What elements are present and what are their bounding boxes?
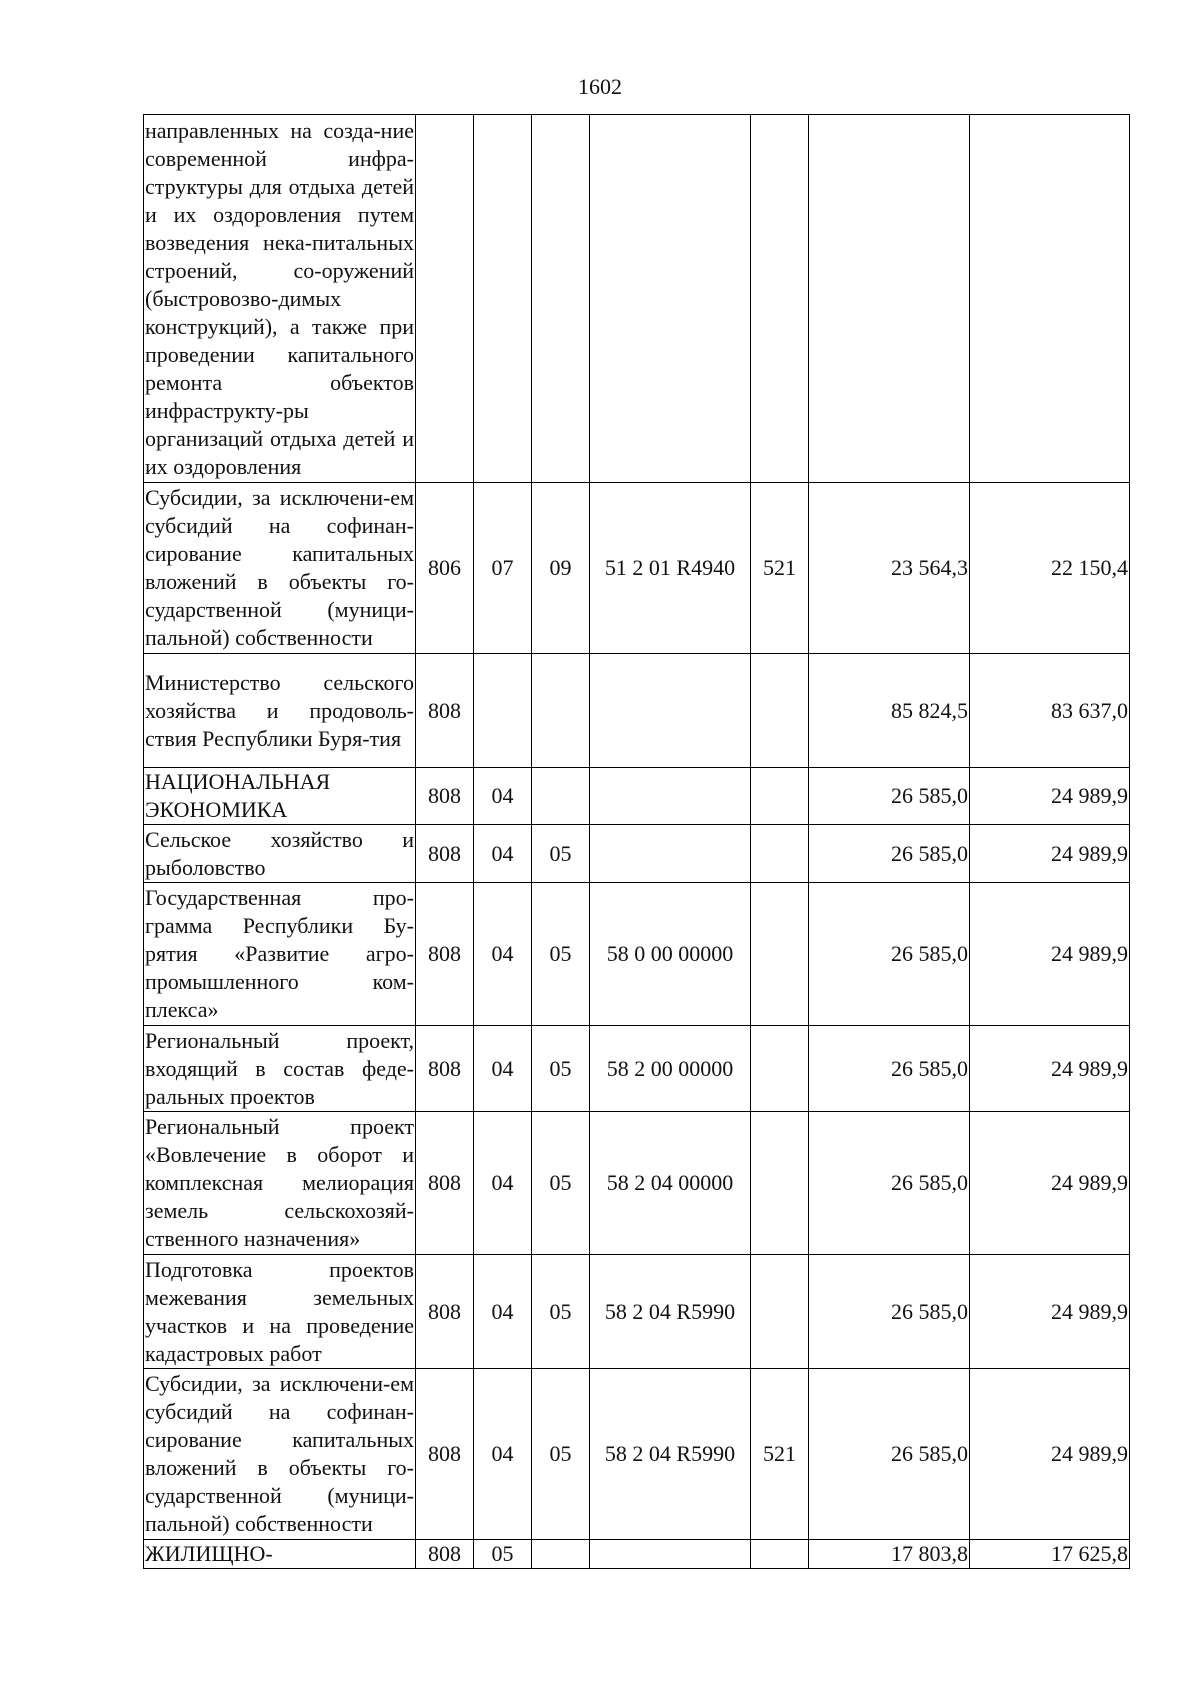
subsection-code: 05 [532,825,590,883]
table-row [144,883,1130,1026]
amount-1: 85 824,5 [809,654,970,768]
table-row [144,654,1130,768]
row-name: направленных на созда-ние современной инфра-структуры для отдыха детей и их оздоровления путем возведения нека-питальных строений, со-оружений (быстровозво-димых конструкций), а также при проведении капитального ремонта объектов инфраструкту-ры организаций отдыха детей и их оздоровления [144,115,416,483]
amount-2: 17 625,8 [970,1540,1130,1569]
row-name: Субсидии, за исключени-ем субсидий на софинан-сирование капитальных вложений в объекты го-сударственной (муници-пальной) собственности [144,483,416,654]
ministry-code: 808 [416,1540,474,1569]
ministry-code: 808 [416,1026,474,1112]
amount-1: 26 585,0 [809,1112,970,1255]
section-code: 07 [474,483,532,654]
table-row [144,825,1130,883]
section-code: 04 [474,1369,532,1540]
row-name: НАЦИОНАЛЬНАЯ ЭКОНОМИКА [144,768,416,825]
amount-2: 24 989,9 [970,1112,1130,1255]
ministry-code: 808 [416,825,474,883]
program-code [590,768,751,825]
amount-1: 26 585,0 [809,883,970,1026]
row-name: Подготовка проектов межевания земельных участков и на проведение кадастровых работ [144,1255,416,1369]
amount-2: 83 637,0 [970,654,1130,768]
row-name: Сельское хозяйство и рыболовство [144,825,416,883]
ministry-code: 808 [416,1255,474,1369]
budget-table [143,114,1130,1569]
section-code: 04 [474,768,532,825]
table-row [144,768,1130,825]
expense-type-code [751,768,809,825]
amount-1: 23 564,3 [809,483,970,654]
row-name: Министерство сельского хозяйства и продоволь-ствия Республики Буря-тия [144,654,416,768]
program-code: 58 0 00 00000 [590,883,751,1026]
ministry-code: 808 [416,1112,474,1255]
amount-1: 26 585,0 [809,1255,970,1369]
section-code: 04 [474,825,532,883]
program-code: 58 2 00 00000 [590,1026,751,1112]
program-code [590,1540,751,1569]
expense-type-code [751,1255,809,1369]
ministry-code: 808 [416,654,474,768]
amount-1: 26 585,0 [809,825,970,883]
expense-type-code [751,825,809,883]
table-row [144,1255,1130,1369]
program-code: 51 2 01 R4940 [590,483,751,654]
expense-type-code [751,654,809,768]
expense-type-code: 521 [751,483,809,654]
amount-2: 24 989,9 [970,768,1130,825]
ministry-code: 808 [416,1369,474,1540]
section-code [474,654,532,768]
section-code [474,115,532,483]
row-name: Региональный проект «Вовлечение в оборот и комплексная мелиорация земель сельскохозяй-ственного назначения» [144,1112,416,1255]
program-code: 58 2 04 R5990 [590,1369,751,1540]
amount-1: 17 803,8 [809,1540,970,1569]
program-code [590,115,751,483]
expense-type-code [751,883,809,1026]
row-name: ЖИЛИЩНО- [144,1540,416,1569]
program-code: 58 2 04 00000 [590,1112,751,1255]
section-code: 04 [474,1026,532,1112]
expense-type-code: 521 [751,1369,809,1540]
subsection-code: 05 [532,1255,590,1369]
ministry-code: 808 [416,883,474,1026]
subsection-code [532,115,590,483]
table-row [144,1369,1130,1540]
subsection-code [532,654,590,768]
amount-2: 24 989,9 [970,1369,1130,1540]
row-name: Государственная про-грамма Республики Бу-рятия «Развитие агро-промышленного ком-плекса» [144,883,416,1026]
subsection-code: 05 [532,1112,590,1255]
amount-1: 26 585,0 [809,1369,970,1540]
section-code: 05 [474,1540,532,1569]
amount-2: 24 989,9 [970,1255,1130,1369]
amount-2: 24 989,9 [970,825,1130,883]
subsection-code: 05 [532,1026,590,1112]
ministry-code: 806 [416,483,474,654]
expense-type-code [751,1026,809,1112]
table-row [144,1112,1130,1255]
section-code: 04 [474,883,532,1026]
amount-2: 22 150,4 [970,483,1130,654]
section-code: 04 [474,1255,532,1369]
table-row [144,483,1130,654]
amount-2: 24 989,9 [970,1026,1130,1112]
subsection-code [532,1540,590,1569]
subsection-code: 05 [532,1369,590,1540]
program-code [590,825,751,883]
table-row [144,115,1130,483]
amount-1: 26 585,0 [809,1026,970,1112]
subsection-code: 05 [532,883,590,1026]
subsection-code [532,768,590,825]
table-row [144,1026,1130,1112]
subsection-code: 09 [532,483,590,654]
ministry-code: 808 [416,768,474,825]
amount-2: 24 989,9 [970,883,1130,1026]
row-name: Субсидии, за исключени-ем субсидий на софинан-сирование капитальных вложений в объекты го-сударственной (муници-пальной) собственности [144,1369,416,1540]
page-number: 1602 [578,74,622,99]
expense-type-code [751,115,809,483]
program-code: 58 2 04 R5990 [590,1255,751,1369]
section-code: 04 [474,1112,532,1255]
table-row [144,1540,1130,1569]
row-name: Региональный проект, входящий в состав феде-ральных проектов [144,1026,416,1112]
expense-type-code [751,1540,809,1569]
expense-type-code [751,1112,809,1255]
program-code [590,654,751,768]
amount-1: 26 585,0 [809,768,970,825]
ministry-code [416,115,474,483]
amount-2 [970,115,1130,483]
amount-1 [809,115,970,483]
